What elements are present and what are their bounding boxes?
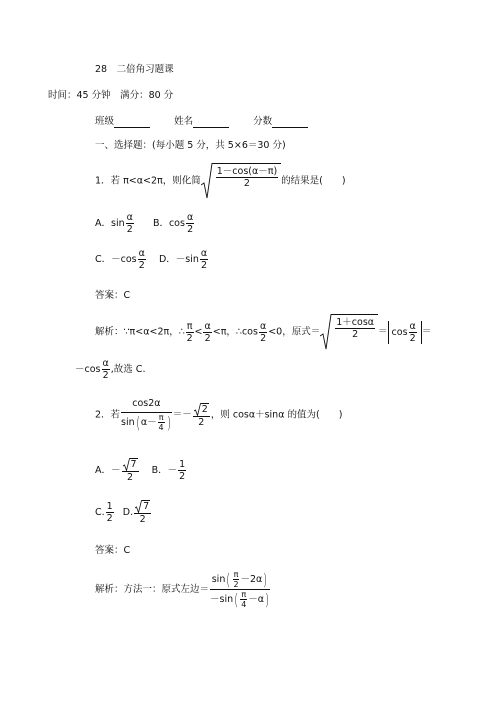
option-b: B．－ $\frac{1}{2}$ [151, 459, 186, 482]
answer-1: 答案：C [95, 290, 131, 301]
name-blank[interactable] [193, 116, 229, 128]
time-score-line: 时间：45 分钟 满分：80 分 [48, 90, 174, 101]
explanation-1-cont: －cos $\frac{\alpha}{2}$ ,故选 C. [75, 358, 146, 381]
score-blank[interactable] [272, 116, 308, 128]
option-c: C．－cos $\frac{\alpha}{2}$ D．－sin $\frac{\alpha}{2}$ [95, 248, 208, 271]
radical: $\frac{1+\cos\alpha}{2}$ [320, 314, 378, 350]
absolute-value: cos $\frac{\alpha}{2}$ [388, 321, 422, 344]
question-1-stem: 1．若 π<α<2π，则化简 $\frac{1-\cos(\alpha-\pi)}{2}$ 的结果是( ) [95, 163, 346, 199]
option-a: A．sin $\frac{\alpha}{2}$ B．cos $\frac{\alpha}{2}$ [95, 212, 194, 235]
option-b: B．cos $\frac{\alpha}{2}$ [152, 212, 194, 235]
class-blank[interactable] [114, 116, 150, 128]
q2-options-cd [95, 500, 152, 525]
explanation-1: 解析：∵π<α<2π，∴ $\frac{\pi}{2}$ < $\frac{\alpha}{2}$ <π，∴cos $\frac{\alpha}{2}$ <0，原式＝ $\frac{1+\cos\alpha}{2}$ ＝ cos $\frac{\alpha}{2}$ ＝ [95, 314, 431, 350]
explanation-2: 解析：方法一：原式左边＝ sin( $\frac{\pi}{2}$ －2α) －sin( $\frac{\pi}{4}$ －α) [95, 569, 269, 609]
option-d: D．－sin $\frac{\alpha}{2}$ [158, 248, 208, 271]
name-label: 姓名 [174, 116, 194, 127]
q2-options-ab [95, 458, 187, 483]
answer-2: 答案：C [95, 545, 131, 556]
option-a: A．－ $\frac{7}{2}$ [95, 459, 137, 483]
question-2-stem: 2．若 cos2α sin(α－ $\frac{\pi}{4}$ ) ＝－ $\frac{2}{2}$ ，则 cosα＋sinα 的值为( ) [95, 398, 343, 432]
class-label: 班级 [95, 116, 115, 127]
section-heading: 一、选择题：(每小题 5 分，共 5×6＝30 分) [95, 140, 286, 151]
option-c: C. $\frac{1}{2}$ [95, 501, 113, 524]
radical: $\frac{1-\cos(\alpha-\pi)}{2}$ [201, 163, 281, 199]
lesson-title: 28 二倍角习题课 [95, 64, 174, 75]
score-label: 分数 [253, 116, 273, 127]
option-d: D. $\frac{7}{2}$ [122, 501, 150, 525]
student-info-row [95, 116, 308, 128]
radical: 2 [194, 403, 209, 416]
